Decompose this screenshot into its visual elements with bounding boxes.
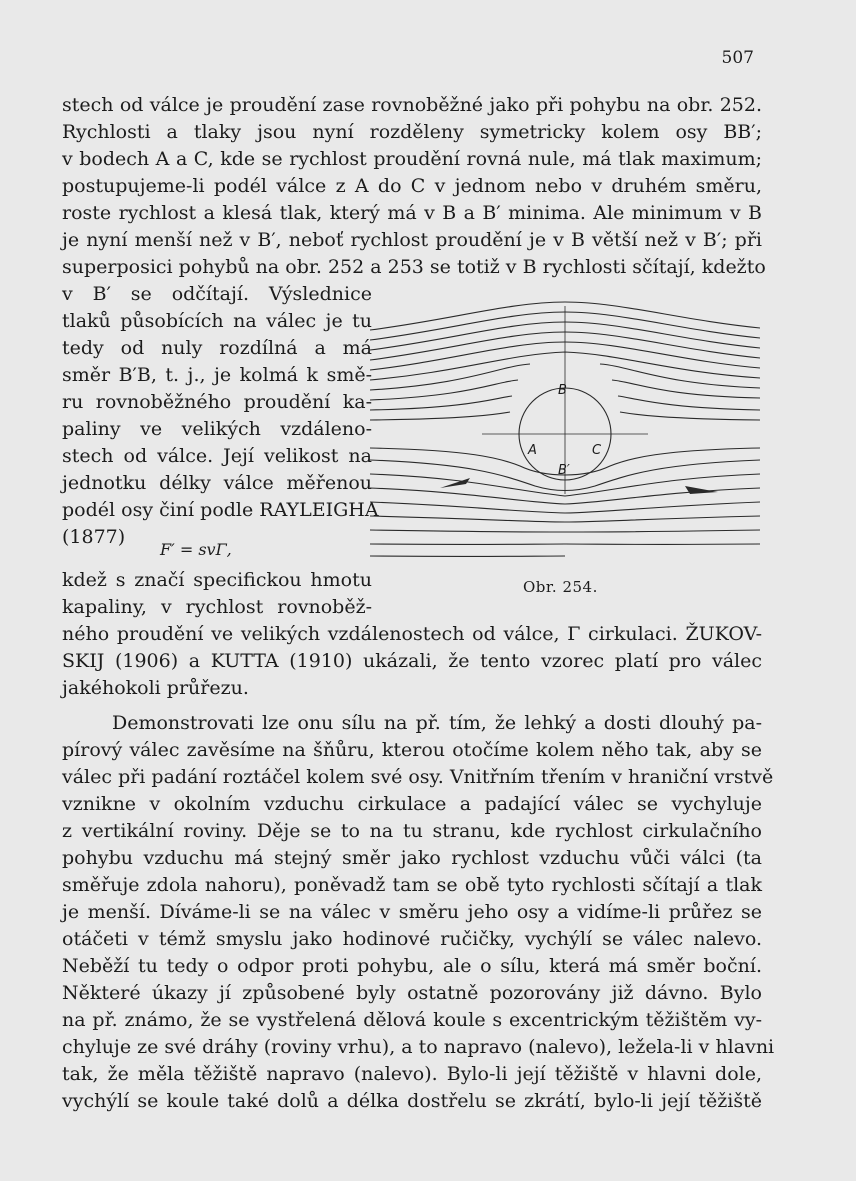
text-line: stech od válce. Její velikost na [62, 445, 372, 467]
text-line: otáčeti v témž smyslu jako hodinové ručičky, vychýlí se válec nalevo. [62, 928, 762, 950]
text-line: z vertikální roviny. Děje se to na tu stranu, kde rychlost cirkulačního [62, 820, 762, 842]
text-line: na př. známo, že se vystřelená dělová koule s excentrickým těžištěm vy- [62, 1009, 762, 1031]
flow-figure [370, 298, 760, 568]
text-line: kdež s značí specifickou hmotu [62, 569, 372, 591]
text-line: ru rovnoběžného proudění ka- [62, 391, 372, 413]
text-line: superposici pohybů na obr. 252 a 253 se totiž v B rychlosti sčítají, kdežto [62, 256, 766, 278]
text-line: kapaliny, v rychlost rovnoběž- [62, 596, 372, 618]
formula: F′ = svΓ, [160, 540, 232, 559]
label-b-prime: B′ [558, 463, 570, 478]
text-line: směřuje zdola nahoru), poněvadž tam se obě tyto rychlosti sčítají a tlak [62, 874, 762, 896]
text-line: tedy od nuly rozdílná a má [62, 337, 372, 359]
text-line: Demonstrovati lze onu sílu na př. tím, že lehký a dosti dlouhý pa- [112, 712, 762, 734]
text-line: je menší. Díváme-li se na válec v směru jeho osy a vidíme-li průřez se [62, 901, 762, 923]
text-line: válec při padání roztáčel kolem své osy. Vnitřním třením v hraniční vrstvě [62, 766, 774, 788]
text-line: roste rychlost a klesá tlak, který má v B a B′ minima. Ale minimum v B [62, 202, 762, 224]
text-line: paliny ve velikých vzdáleno- [62, 418, 372, 440]
text-line: jednotku délky válce měřenou [62, 472, 372, 494]
text-line: podél osy činí podle RAYLEIGHA [62, 499, 379, 521]
text-line: v B′ se odčítají. Výslednice [62, 283, 372, 305]
text-line: v bodech A a C, kde se rychlost proudění rovná nule, má tlak maximum; [62, 148, 762, 170]
text-line: tak, že měla těžiště napravo (nalevo). Bylo-li její těžiště v hlavni dole, [62, 1063, 762, 1085]
page-number: 507 [721, 48, 754, 68]
text-line: pohybu vzduchu má stejný směr jako rychlost vzduchu vůči válci (ta [62, 847, 762, 869]
text-line: tlaků působících na válec je tu [62, 310, 372, 332]
text-line: vychýlí se koule také dolů a délka dostřelu se zkrátí, bylo-li její těžiště [62, 1090, 762, 1112]
text-line: stech od válce je proudění zase rovnoběžné jako při pohybu na obr. 252. [62, 94, 762, 116]
text-line: Rychlosti a tlaky jsou nyní rozděleny symetricky kolem osy BB′; [62, 121, 762, 143]
text-line: vznikne v okolním vzduchu cirkulace a padající válec se vychyluje [62, 793, 762, 815]
text-line: postupujeme-li podél válce z A do C v jednom nebo v druhém směru, [62, 175, 762, 197]
text-line: chyluje ze své dráhy (roviny vrhu), a to napravo (nalevo), ležela-li v hlavni [62, 1036, 775, 1058]
figure-caption: Obr. 254. [523, 578, 598, 596]
text-line: pírový válec zavěsíme na šňůru, kterou otočíme kolem něho tak, aby se [62, 739, 762, 761]
text-line: (1877) [62, 526, 126, 548]
text-line: ného proudění ve velikých vzdálenostech od válce, Γ cirkulaci. ŽUKOV- [62, 623, 762, 645]
text-line: Neběží tu tedy o odpor proti pohybu, ale o sílu, která má směr boční. [62, 955, 762, 977]
text-line: Některé úkazy jí způsobené byly ostatně pozorovány již dávno. Bylo [62, 982, 762, 1004]
text-line: je nyní menší než v B′, neboť rychlost proudění je v B větší než v B′; při [62, 229, 762, 251]
label-a: A [528, 443, 537, 458]
label-b: B [558, 383, 567, 398]
text-line: SKIJ (1906) a KUTTA (1910) ukázali, že tento vzorec platí pro válec [62, 650, 762, 672]
text-line: směr B′B, t. j., je kolmá k smě- [62, 364, 372, 386]
label-c: C [592, 443, 602, 458]
text-line: jakéhokoli průřezu. [62, 677, 249, 699]
